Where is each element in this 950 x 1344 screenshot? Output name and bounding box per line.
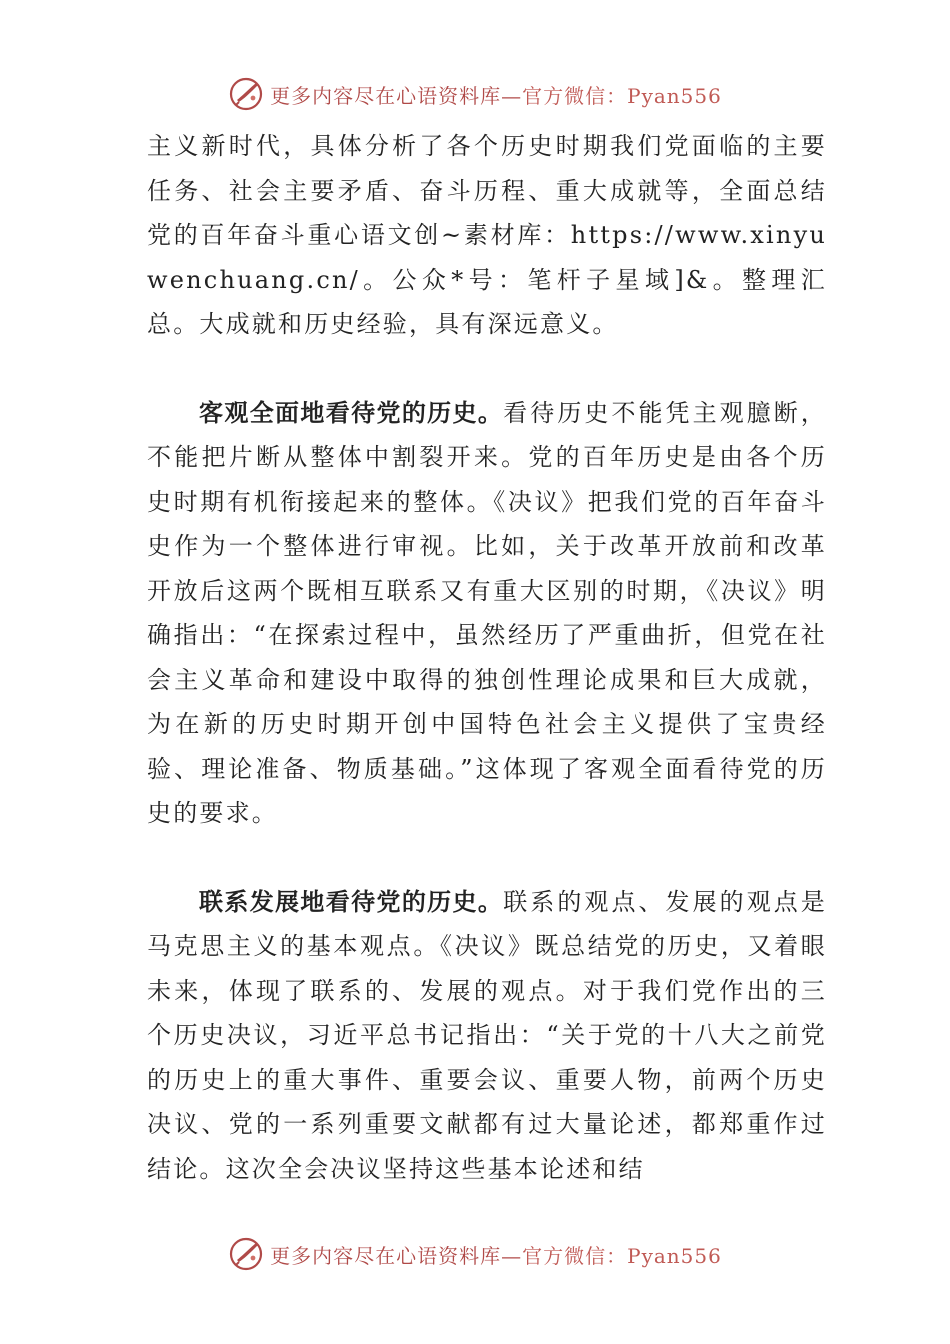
paragraph-2-heading: 客观全面地看待党的历史。 <box>199 398 504 427</box>
paragraph-2 <box>147 391 827 836</box>
banner-wechat: 官方微信：Pyan556 <box>522 1243 722 1268</box>
paragraph-3 <box>147 880 827 1192</box>
pen-logo-icon <box>228 1236 264 1272</box>
banner-wechat: 官方微信：Pyan556 <box>522 83 722 108</box>
paragraph-3-body: 联系的观点、发展的观点是马克思主义的基本观点。《决议》既总结党的历史，又着眼未来，体现了联系的、发展的观点。对于我们党作出的三个历史决议，习近平总书记指出：“关于党的十八大之前党的历史上的重大事件、重要会议、重要人物，前两个历史决议、党的一系列重要文献都有过大量论述，都郑重作过结论。这次全会决议坚持这些基本论述和结 <box>147 887 828 1183</box>
banner-title: 更多内容尽在心语资料库 <box>270 83 502 108</box>
banner-text <box>270 80 722 109</box>
banner-title: 更多内容尽在心语资料库 <box>270 1243 502 1268</box>
header-banner <box>0 72 950 116</box>
pen-logo-icon <box>228 76 264 112</box>
document-body <box>147 124 827 1191</box>
footer-banner <box>0 1232 950 1276</box>
banner-text <box>270 1240 722 1269</box>
paragraph-3-heading: 联系发展地看待党的历史。 <box>199 887 504 916</box>
banner-separator: — <box>501 83 523 108</box>
paragraph-1-body: 主义新时代，具体分析了各个历史时期我们党面临的主要任务、社会主要矛盾、奋斗历程、重大成就等，全面总结党的百年奋斗重心语文创~素材库：https://www.xinyuwenchuang.cn/。公众*号：笔杆子星域]&。整理汇总。大成就和历史经验，具有深远意义。 <box>147 132 827 338</box>
paragraph-1 <box>147 124 827 347</box>
paragraph-2-body: 看待历史不能凭主观臆断，不能把片断从整体中割裂开来。党的百年历史是由各个历史时期有机衔接起来的整体。《决议》把我们党的百年奋斗史作为一个整体进行审视。比如，关于改革开放前和改革开放后这两个既相互联系又有重大区别的时期，《决议》明确指出：“在探索过程中，虽然经历了严重曲折，但党在社会主义革命和建设中取得的独创性理论成果和巨大成就，为在新的历史时期开创中国特色社会主义提供了宝贵经验、理论准备、物质基础。”这体现了客观全面看待党的历史的要求。 <box>147 398 828 827</box>
banner-separator: — <box>501 1243 523 1268</box>
